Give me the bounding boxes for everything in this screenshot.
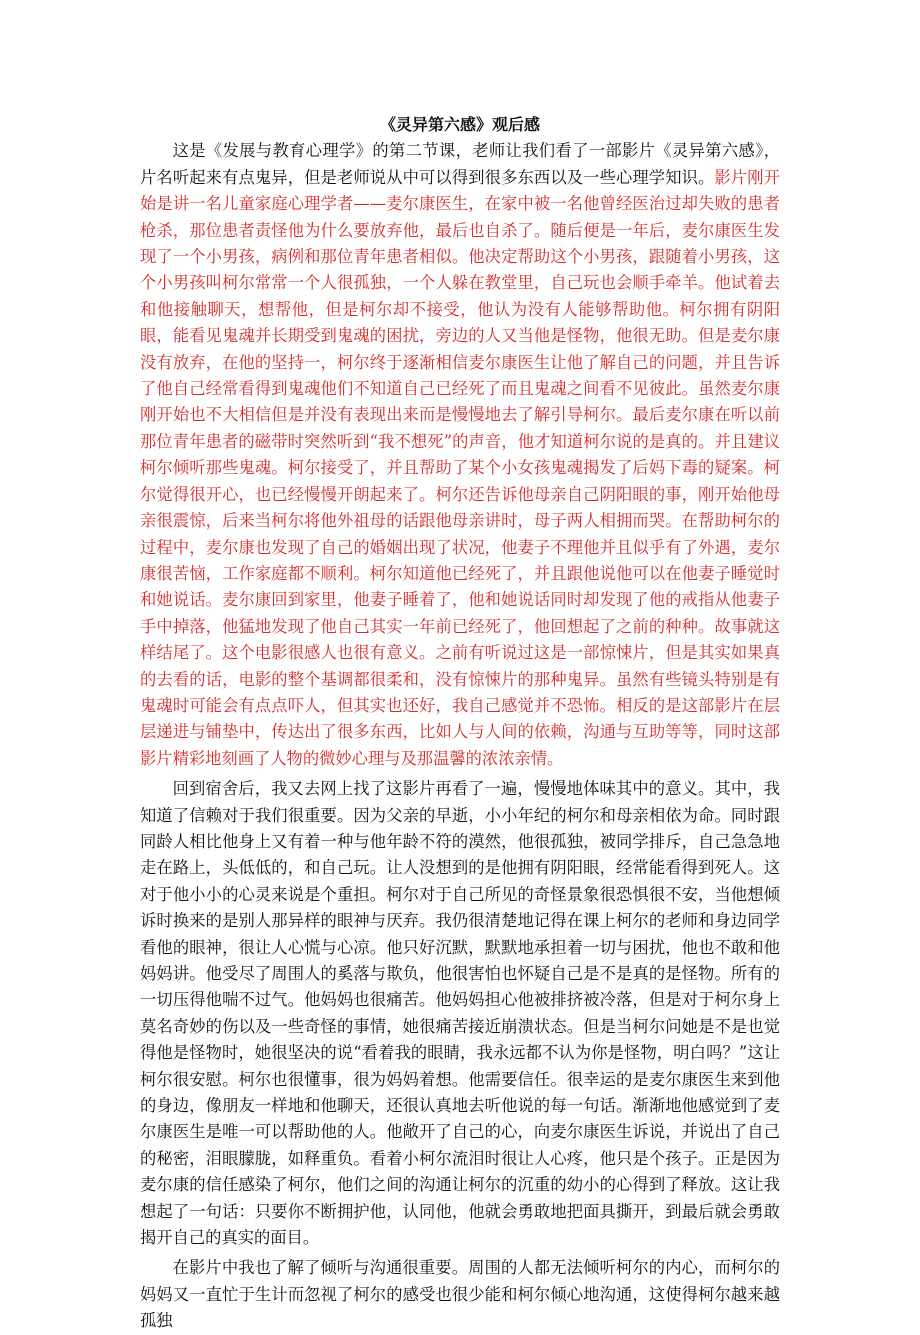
paragraph-3 xyxy=(140,1255,780,1334)
paragraph-1 xyxy=(140,138,780,772)
document-page xyxy=(140,112,780,1335)
document-title: 《灵异第六感》观后感 xyxy=(379,115,540,134)
paragraph-1-highlighted-summary: 影片刚开始是讲一名儿童家庭心理学者——麦尔康医生，在家中被一名他曾经医治过却失败的患者枪杀，那位患者责怪他为什么要放弃他，最后也自杀了。随后便是一年后，麦尔康医生发现了一个小男孩，病例和那位青年患者相似。他决定帮助这个小男孩，跟随着小男孩，这个小男孩叫柯尔常常一个人很孤独，一个人躲在教堂里，自己玩也会顺手牵羊。他试着去和他接触聊天，想帮他，但是柯尔却不接受，他认为没有人能够帮助他。柯尔拥有阴阳眼，能看见鬼魂并长期受到鬼魂的困扰，旁边的人又当他是怪物，他很无助。但是麦尔康没有放弃，在他的坚持一，柯尔终于逐渐相信麦尔康医生让他了解自己的问题，并且告诉了他自己经常看得到鬼魂他们不知道自己已经死了而且鬼魂之间看不见彼此。虽然麦尔康刚开始也不大相信但是并没有表现出来而是慢慢地去了解引导柯尔。最后麦尔康在听以前那位青年患者的磁带时突然听到“我不想死”的声音，他才知道柯尔说的是真的。并且建议柯尔倾听那些鬼魂。柯尔接受了，并且帮助了某个小女孩鬼魂揭发了后妈下毒的疑案。柯尔觉得很开心，也已经慢慢开朗起来了。柯尔还告诉他母亲自己阴阳眼的事，刚开始他母亲很震惊，后来当柯尔将他外祖母的话跟他母亲讲时，母子两人相拥而哭。在帮助柯尔的过程中，麦尔康也发现了自己的婚姻出现了状况，他妻子不理他并且似乎有了外遇，麦尔康很苦恼，工作家庭都不顺利。柯尔知道他已经死了，并且跟他说他可以在他妻子睡觉时和她说话。麦尔康回到家里，他妻子睡着了，他和她说话同时却发现了他的戒指从他妻子手中掉落，他猛地发现了他自己其实一年前已经死了，他回想起了之前的种种。故事就这样结尾了。这个电影很感人也很有意义。之前有听说过这是一部惊悚片，但是其实如果真的去看的话，电影的整个基调都很柔和，没有惊悚片的那种鬼异。虽然有些镜头特别是有鬼魂时可能会有点点吓人，但其实也还好，我自己感觉并不恐怖。相反的是这部影片在层层递进与铺垫中，传达出了很多东西，比如人与人间的依赖，沟通与互助等等，同时这部影片精彩地刻画了人物的微妙心理与及那温馨的浓浓亲情。 xyxy=(140,167,780,768)
paragraph-2-text: 回到宿舍后，我又去网上找了这影片再看了一遍，慢慢地体味其中的意义。其中，我知道了信赖对于我们很重要。因为父亲的早逝，小小年纪的柯尔和母亲相依为命。同时跟同龄人相比他身上又有着一种与他年龄不符的漠然，他很孤独，被同学排斥，自己急急地走在路上，头低低的，和自己玩。让人没想到的是他拥有阴阳眼，经常能看得到死人。这对于他小小的心灵来说是个重担。柯尔对于自己所见的奇怪景象很恐惧很不安，当他想倾诉时换来的是别人那异样的眼神与厌弃。我仍很清楚地记得在课上柯尔的老师和身边同学看他的眼神，很让人心慌与心凉。他只好沉默，默默地承担着一切与困扰，他也不敢和他妈妈讲。他受尽了周围人的奚落与欺负，他很害怕也怀疑自己是不是真的是怪物。所有的一切压得他喘不过气。他妈妈也很痛苦。他妈妈担心他被排挤被冷落，但是对于柯尔身上莫名奇妙的伤以及一些奇怪的事情，她很痛苦接近崩溃状态。但是当柯尔问她是不是也觉得他是怪物时，她很坚决的说“看着我的眼睛，我永远都不认为你是怪物，明白吗？”这让柯尔很安慰。柯尔也很懂事，很为妈妈着想。他需要信任。很幸运的是麦尔康医生来到他的身边，像朋友一样地和他聊天，还很认真地去听他说的每一句话。渐渐地他感觉到了麦尔康医生是唯一可以帮助他的人。他敞开了自己的心，向麦尔康医生诉说，并说出了自己的秘密，泪眼朦胧，如释重负。看着小柯尔流泪时很让人心疼，他只是个孩子。正是因为麦尔康的信任感染了柯尔，他们之间的沟通让柯尔的沉重的幼小的心得到了释放。这让我想起了一句话：只要你不断拥护他，认同他，他就会勇敢地把面具撕开，到最后就会勇敢揭开自己的真实的面目。 xyxy=(140,779,780,1248)
paragraph-1-intro: 这是《发展与教育心理学》的第二节课，老师让我们看了一部影片《灵异第六感》，片名听起来有点鬼异，但是老师说从中可以得到很多东西以及一些心理学知识。 xyxy=(140,141,780,187)
paragraph-2 xyxy=(140,776,780,1251)
paragraph-3-text: 在影片中我也了解了倾听与沟通很重要。周围的人都无法倾听柯尔的内心，而柯尔的妈妈又一直忙于生计而忽视了柯尔的感受也很少能和柯尔倾心地沟通，这使得柯尔越来越孤独 xyxy=(140,1258,780,1331)
